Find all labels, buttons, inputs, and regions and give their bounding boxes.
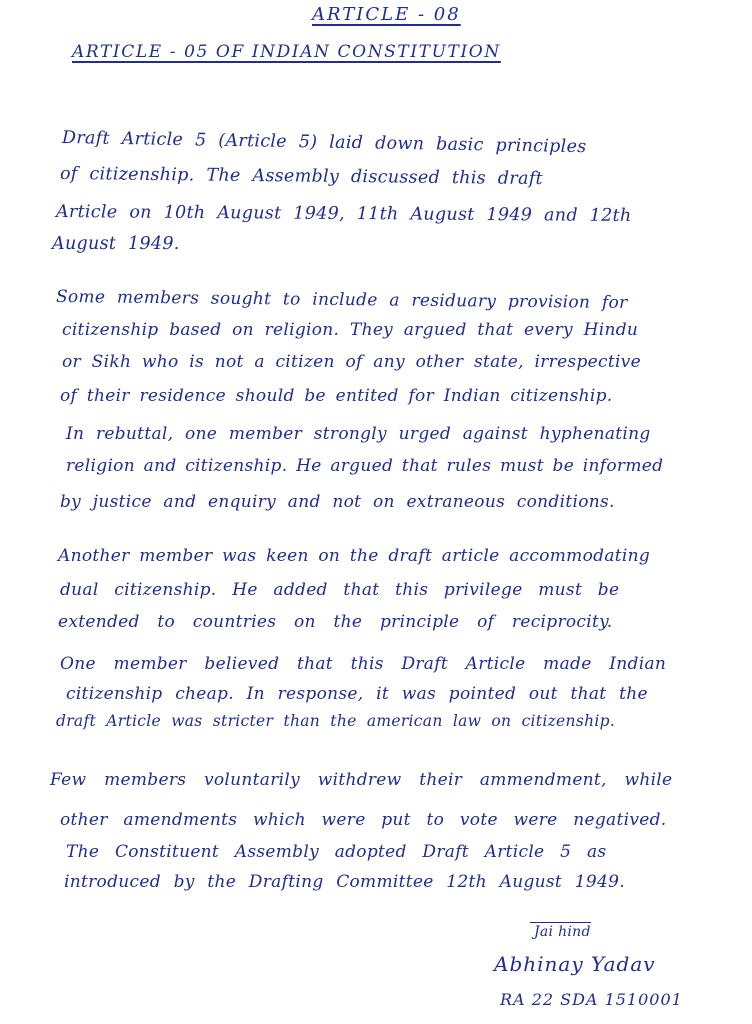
document-subtitle: ARTICLE - 05 OF INDIAN CONSTITUTION <box>72 42 501 62</box>
signature-closing: Jai hind <box>530 922 591 940</box>
page-title: ARTICLE - 08 <box>312 4 461 25</box>
paragraph-line: In rebuttal, one member strongly urged against hyphenating <box>66 424 651 444</box>
paragraph-line: of their residence should be entited for Indian citizenship. <box>60 386 613 406</box>
paragraph-line: The Constituent Assembly adopted Draft Article 5 as <box>66 842 607 862</box>
paragraph-line: citizenship based on religion. They argued that every Hindu <box>62 320 639 340</box>
paragraph-line: August 1949. <box>52 234 180 254</box>
paragraph-line: introduced by the Drafting Committee 12th August 1949. <box>64 872 625 892</box>
signature-id: RA 22 SDA 1510001 <box>500 990 683 1009</box>
paragraph-line: Some members sought to include a residuary provision for <box>55 287 628 313</box>
paragraph-line: other amendments which were put to vote were negatived. <box>60 810 667 830</box>
paragraph-line: of citizenship. The Assembly discussed this draft <box>59 164 543 190</box>
paragraph-line: Few members voluntarily withdrew their ammendment, while <box>50 770 673 790</box>
paragraph-line: extended to countries on the principle of reciprocity. <box>58 612 613 632</box>
paragraph-line: draft Article was stricter than the american law on citizenship. <box>56 712 616 730</box>
paragraph-line: or Sikh who is not a citizen of any other state, irrespective <box>62 352 641 372</box>
paragraph-line: by justice and enquiry and not on extraneous conditions. <box>60 492 615 512</box>
paragraph-line: citizenship cheap. In response, it was pointed out that the <box>66 684 648 704</box>
paragraph-line: religion and citizenship. He argued that rules must be informed <box>66 456 664 476</box>
signature-name: Abhinay Yadav <box>494 952 656 976</box>
paragraph-line: Article on 10th August 1949, 11th August 1949 and 12th <box>55 202 632 227</box>
paragraph-line: dual citizenship. He added that this privilege must be <box>60 580 620 600</box>
paragraph-line: Draft Article 5 (Article 5) laid down basic principles <box>61 128 587 158</box>
paragraph-line: One member believed that this Draft Article made Indian <box>60 654 667 674</box>
paragraph-line: Another member was keen on the draft article accommodating <box>58 546 651 566</box>
